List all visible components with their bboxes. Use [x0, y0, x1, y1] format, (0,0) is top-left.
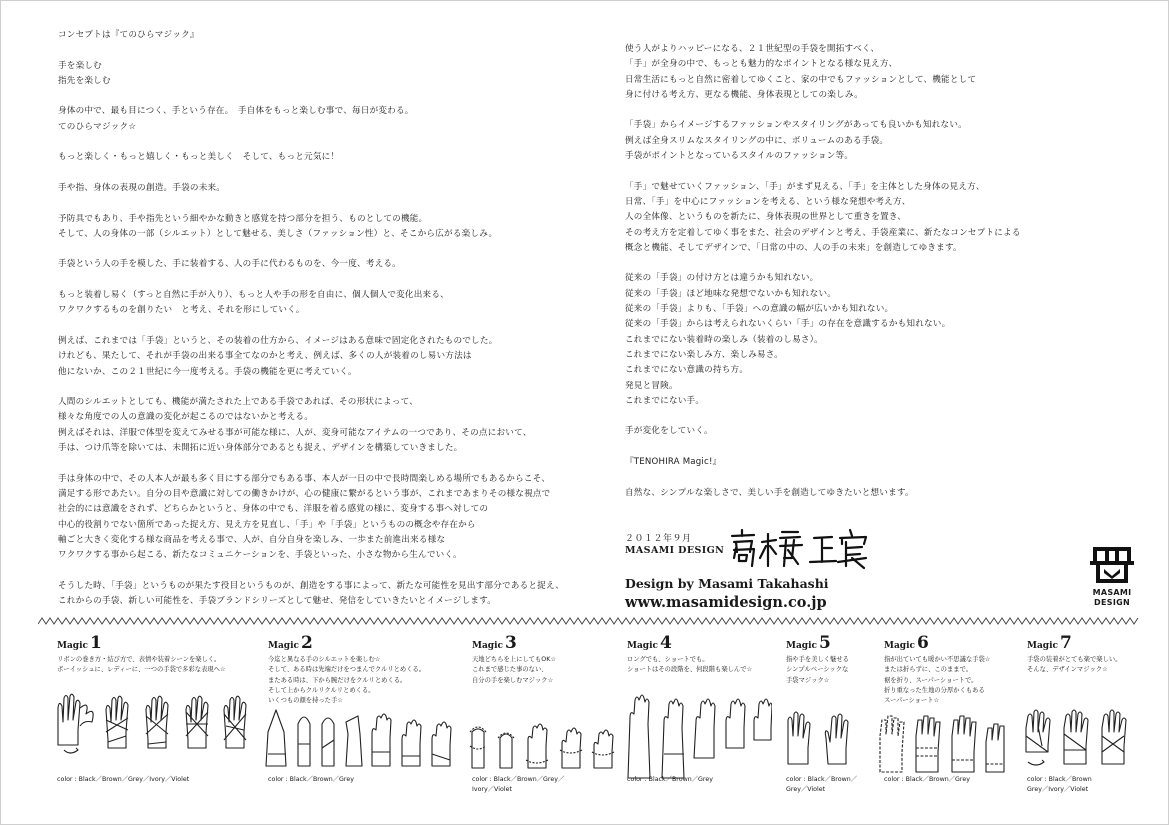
left-text-line: そして、人の身体の一部（シルエット）として魅せる、美しさ（ファッション性）と、そこから広がる楽しみ。 [58, 228, 498, 239]
magic-description-line: そんな、デザインマジック☆ [1027, 666, 1108, 674]
concept-text-left [58, 28, 598, 625]
left-text-line: ワクワクするものを創りたい と考え、それを形にしていく。 [58, 305, 305, 316]
magic-number: 1 [90, 633, 102, 653]
right-text-paragraph [625, 42, 1045, 103]
magic-description-line: 天地どちらを上にしてもOK☆ [472, 656, 556, 663]
signature-block [625, 533, 724, 557]
left-text-paragraph [58, 212, 598, 243]
magic-3-colors [472, 775, 564, 794]
left-text-line: 様々な角度での人の意識の変化が起こるのではないかと考える。 [58, 412, 314, 423]
magic-description-line: いくつもの顔を持った手☆ [268, 697, 343, 705]
right-text-line: 例えば全身スリムなスタイリングの中に、ボリュームのある手袋。 [625, 135, 889, 146]
magic-title [786, 633, 849, 653]
left-text-line: もっと楽しく・もっと嬉しく・もっと美しく そして、もっと元気に！ [58, 152, 340, 163]
magic-description [884, 655, 990, 706]
magic-description-line: 裾を折り、スーパーショートで。 [884, 676, 978, 684]
right-text-line: 手袋がポイントとなっているスタイルのファッション等。 [625, 151, 854, 162]
magic-description-line: リボンの巻き方・結び方で、表情や装着シーンを楽しく。 [57, 656, 221, 663]
magic-color-line: color : Black／Brown／Grey／ [472, 776, 565, 783]
magic-word: Magic [268, 641, 299, 651]
magic-5-illustration [782, 708, 872, 768]
magic-2-illustration [262, 704, 462, 774]
magic-color-line: color : Black／Brown [1027, 776, 1092, 783]
right-text-paragraph [625, 180, 1045, 256]
magic-1-colors [57, 775, 189, 785]
signature-date: ２０１２年９月 [625, 534, 692, 544]
left-text-line: そうした時、「手袋」というものが果たす役目というものが、創造をする事によって、新たな可能性を見出す部分であると捉え、 [58, 580, 565, 591]
right-text-line: これまでにない意識の持ち方。 [625, 365, 749, 376]
right-text-line: 手が変化をしていく。 [625, 426, 713, 437]
magic-title [268, 633, 425, 653]
left-text-line: もっと装着し易く（すっと自然に手が入り）、もっと人や手の形を自由に、個人個人で変化出来る、 [58, 290, 449, 301]
signature-brand: MASAMI DESIGN [625, 545, 725, 556]
magic-6-colors [884, 775, 970, 785]
left-text-line: コンセプトは『てのひらマジック』 [58, 30, 199, 40]
left-text-line: 手や指、身体の表現の創造。手袋の未来。 [58, 182, 226, 193]
right-text-line: 従来の「手袋」からは考えられないくらい「手」の存在を意識するかも知れない。 [625, 319, 951, 330]
magic-word: Magic [786, 641, 817, 651]
right-text-paragraph [625, 118, 1045, 164]
left-text-paragraph [58, 288, 598, 319]
right-text-line: これまでにない楽しみ方、楽しみ易さ。 [625, 349, 783, 360]
left-text-line: 手袋という人の手を模した、手に装着する、人の手に代わるものを、今一度、考える。 [58, 259, 401, 270]
right-text-line: これまでにない手。 [625, 395, 705, 406]
magic-description-line: 手袋マジック☆ [786, 676, 830, 684]
left-text-paragraph [58, 579, 598, 610]
magic-6-section [884, 633, 990, 706]
magic-5-colors [786, 775, 857, 794]
left-text-paragraph [58, 395, 598, 456]
left-text-line: 他にないか、この２１世紀に今一度考える。手袋の機能を更に考えていく。 [58, 366, 357, 377]
magic-number: 5 [819, 633, 831, 653]
right-text-line: 発見と冒険。 [625, 380, 678, 391]
magic-description-line: ショートはその段階を、何段階も楽しんで☆ [627, 666, 753, 674]
magic-description-line: 指が出ていても暖かい不思議な手袋☆ [884, 656, 991, 663]
concept-text-right [625, 42, 1045, 516]
left-text-paragraph [58, 257, 598, 272]
right-text-line: 身に付ける考え方、更なる機能、身体表現としての楽しみ。 [625, 89, 863, 100]
magic-description [1027, 655, 1121, 676]
magic-description [57, 655, 226, 676]
magic-color-line: Grey／Ivory／Violet [1027, 785, 1089, 793]
credit-block [625, 575, 829, 613]
magic-description-line: ボーイッシュに、レディーに、一つの手袋で多彩な表現へ☆ [57, 666, 226, 674]
magic-number: 7 [1060, 633, 1072, 653]
magic-number: 2 [301, 633, 313, 653]
left-text-line: ワクワクする事から起こる、新たなコミュニケーションを、手袋といった、小さな物から生んでいく。 [58, 550, 462, 561]
magic-description-line: 折り重なった生地の分厚かくもある [884, 686, 985, 694]
magic-3-section [472, 633, 556, 686]
magic-4-illustration [622, 688, 772, 780]
right-text-line: これまでにない装着時の楽しみ（装着のし易さ）。 [625, 334, 823, 345]
magic-number: 3 [505, 633, 517, 653]
magic-description-line: 指や手を美しく魅せる [786, 656, 849, 663]
logo-line-2: DESIGN [1094, 597, 1130, 607]
magic-color-line: color : Black／Brown／Grey [884, 776, 970, 783]
magic-description [472, 655, 556, 686]
magic-title [627, 633, 752, 653]
magic-description-line: そして上からクルリクルリとめくる。 [268, 686, 375, 694]
magic-description-line: 今迄と異なる手のシルエットを楽しむ☆ [268, 656, 381, 663]
magic-color-line: color : Black／Brown／Grey [627, 776, 713, 783]
magic-title [472, 633, 556, 653]
left-text-paragraph [58, 472, 598, 564]
magic-7-illustration [1022, 706, 1132, 772]
left-text-paragraph [58, 181, 598, 196]
left-text-line: 手は身体の中で、その人本人が最も多く目にする部分でもある事、本人が一日の中で長時間楽しめる場所でもあるからこそ、 [58, 473, 551, 484]
left-text-line: 社会的には意識をされず、どちらかというと、身体の中でも、洋服を着る感覚の様に、変身する事へ対しての [58, 504, 489, 515]
right-text-line: 従来の「手袋」の付け方とは違うかも知れない。 [625, 273, 819, 284]
left-text-line: 手を楽しむ [58, 60, 102, 71]
right-text-line: 概念と機能、そしてデザインで、「日常の中の、人の手の未来」を創造してゆきます。 [625, 242, 962, 253]
magic-description [268, 655, 425, 706]
magic-4-section [627, 633, 752, 676]
right-text-line: その考え方を定着してゆく事をまた、社会のデザインと考え、手袋産業に、新たなコンセプトによる [625, 227, 1021, 238]
magic-description [786, 655, 849, 686]
masami-design-logo [1087, 547, 1137, 607]
left-text-line: 予防具でもあり、手や指先という細やかな動きと感覚を持つ部分を担う、ものとしての機能。 [58, 213, 428, 224]
magic-3-illustration [466, 710, 616, 772]
magic-description-line: そして、ある時は先端だけをつまんでクルリとめくる。 [268, 666, 426, 674]
magic-color-line: Grey／Violet [786, 785, 826, 793]
magic-1-section [57, 633, 226, 676]
magic-1-illustration [50, 690, 250, 760]
right-text-line: 使う人がよりハッピーになる、２１世紀型の手袋を開拓すべく、 [625, 44, 880, 54]
magic-word: Magic [884, 641, 915, 651]
right-text-line: 「手」で魅せていくファッション、「手」がまず見える、「手」を主体とした身体の見え方、 [625, 181, 985, 192]
magic-title [1027, 633, 1121, 653]
right-text-line: 「手袋」からイメージするファッションやスタイリングがあっても良いかも知れない。 [625, 120, 967, 131]
left-text-line: てのひらマジック☆ [58, 121, 137, 132]
left-text-line: 指先を楽しむ [58, 75, 111, 86]
left-text-line: けれども、果たして、それが手袋の出来る事全てなのかと考え、例えば、多くの人が装着のし易い方法は [58, 351, 472, 362]
magic-color-line: Ivory／Violet [472, 785, 512, 793]
magic-color-line: color : Black／Brown／Grey／Ivory／Violet [57, 776, 190, 783]
right-text-paragraph [625, 424, 1045, 439]
left-text-paragraph [58, 28, 598, 43]
magic-description-line: またある時は、下から腕だけをクルリとめくる。 [268, 676, 407, 684]
left-text-line: 中心的役割りでない箇所であった捉え方、見え方を見直し、「手」や「手袋」というものの概念や存在から [58, 519, 476, 530]
right-text-line: 従来の「手袋」よりも、「手袋」への意識の幅が広いかも知れない。 [625, 304, 894, 315]
magic-description-line: 自分の手を楽しむマジック☆ [472, 676, 554, 684]
right-text-line: 「手」が全身の中で、もっとも魅力的なポイントとなる様な見え方、 [625, 59, 898, 70]
magic-description-line: 手袋の装着がとても楽で楽しい。 [1027, 656, 1122, 663]
left-text-paragraph [58, 59, 598, 90]
left-text-line: 手は、つけ爪等を除いては、未開拓に近い身体部分であるとも捉え、デザインを構築していきました。 [58, 443, 463, 454]
magic-color-line: color : Black／Brown／Grey [268, 776, 354, 783]
magic-7-colors [1027, 775, 1092, 794]
left-text-line: 満足する形であたい。自分の目や意識に対しての働きかけが、心の健康に繋がるという事が、これまであまりその様な視点で [58, 488, 551, 499]
left-text-line: 軸ごと大きく変化する様な商品を考える事で、人が、自分自身を楽しみ、一歩また前進出来る様な [58, 534, 446, 545]
magic-2-section [268, 633, 425, 706]
handwritten-signature [728, 528, 868, 570]
left-text-line: 例えば、これまでは「手袋」というと、その装着の仕方から、イメージはある意味で固定化されたものでした。 [58, 335, 498, 346]
left-text-line: 人間のシルエットとしても、機能が満たされた上である手袋であれば、その形状によって、 [58, 397, 418, 408]
right-text-line: 従来の「手袋」ほど地味な発想でないかも知れない。 [625, 288, 837, 299]
magic-color-line: color : Black／Brown／ [786, 776, 858, 783]
right-text-line: 『TENOHIRA Magic!』 [625, 457, 722, 468]
left-text-line: 例えばそれは、洋服で体型を変えてみせる事が可能な様に、人が、変身可能なアイテムの一つであり、その点において、 [58, 427, 532, 438]
magic-title [57, 633, 226, 653]
right-text-line: 人の全体像、というものを新たに、身体表現の世界として重きを置き、 [625, 212, 907, 223]
magic-word: Magic [1027, 641, 1058, 651]
magic-description-line: ロングでも、ショートでも。 [627, 656, 709, 663]
magic-2-colors [268, 775, 354, 785]
zigzag-divider [38, 616, 1140, 626]
magic-number: 6 [917, 633, 929, 653]
logo-mark-icon [1090, 547, 1134, 583]
right-text-paragraph [625, 486, 1045, 501]
magic-number: 4 [660, 633, 672, 653]
magic-description-line: シンプルベーシックな [786, 666, 849, 674]
right-text-paragraph [625, 271, 1045, 409]
right-text-line: 日常、「手」を中心にファッションを考える、という様な発想や考え方、 [625, 196, 911, 207]
magic-6-illustration [876, 712, 1006, 774]
left-text-line: 身体の中で、最も目につく、手という存在。 手自体をもっと楽しむ事で、毎日が変わる。 [58, 106, 414, 117]
website-link[interactable]: www.masamidesign.co.jp [625, 594, 827, 611]
left-text-paragraph [58, 150, 598, 165]
right-text-paragraph [625, 455, 1045, 470]
right-text-line: 日常生活にもっと自然に密着してゆくこと、家の中でもファッションとして、機能として [625, 74, 977, 85]
left-text-paragraph [58, 104, 598, 135]
magic-description-line: または折らずに、このままで。 [884, 666, 973, 674]
right-text-line: 自然な、シンプルな楽しさで、美しい手を創造してゆきたいと想います。 [625, 487, 914, 498]
magic-7-section [1027, 633, 1121, 676]
magic-5-section [786, 633, 849, 686]
magic-description [627, 655, 752, 676]
magic-description-line: これまで感じた事のない、 [472, 666, 548, 674]
left-text-paragraph [58, 334, 598, 380]
magic-word: Magic [472, 641, 503, 651]
left-text-line: これからの手袋、新しい可能性を、手袋ブランドシリーズとして魅せ、発信をしていきたいとイメージします。 [58, 595, 497, 606]
magic-word: Magic [57, 641, 88, 651]
magic-title [884, 633, 990, 653]
magic-description-line: スーパーショート☆ [884, 697, 940, 705]
magic-word: Magic [627, 641, 658, 651]
design-by-text: Design by Masami Takahashi [625, 576, 829, 591]
logo-line-1: MASAMI [1092, 588, 1132, 597]
